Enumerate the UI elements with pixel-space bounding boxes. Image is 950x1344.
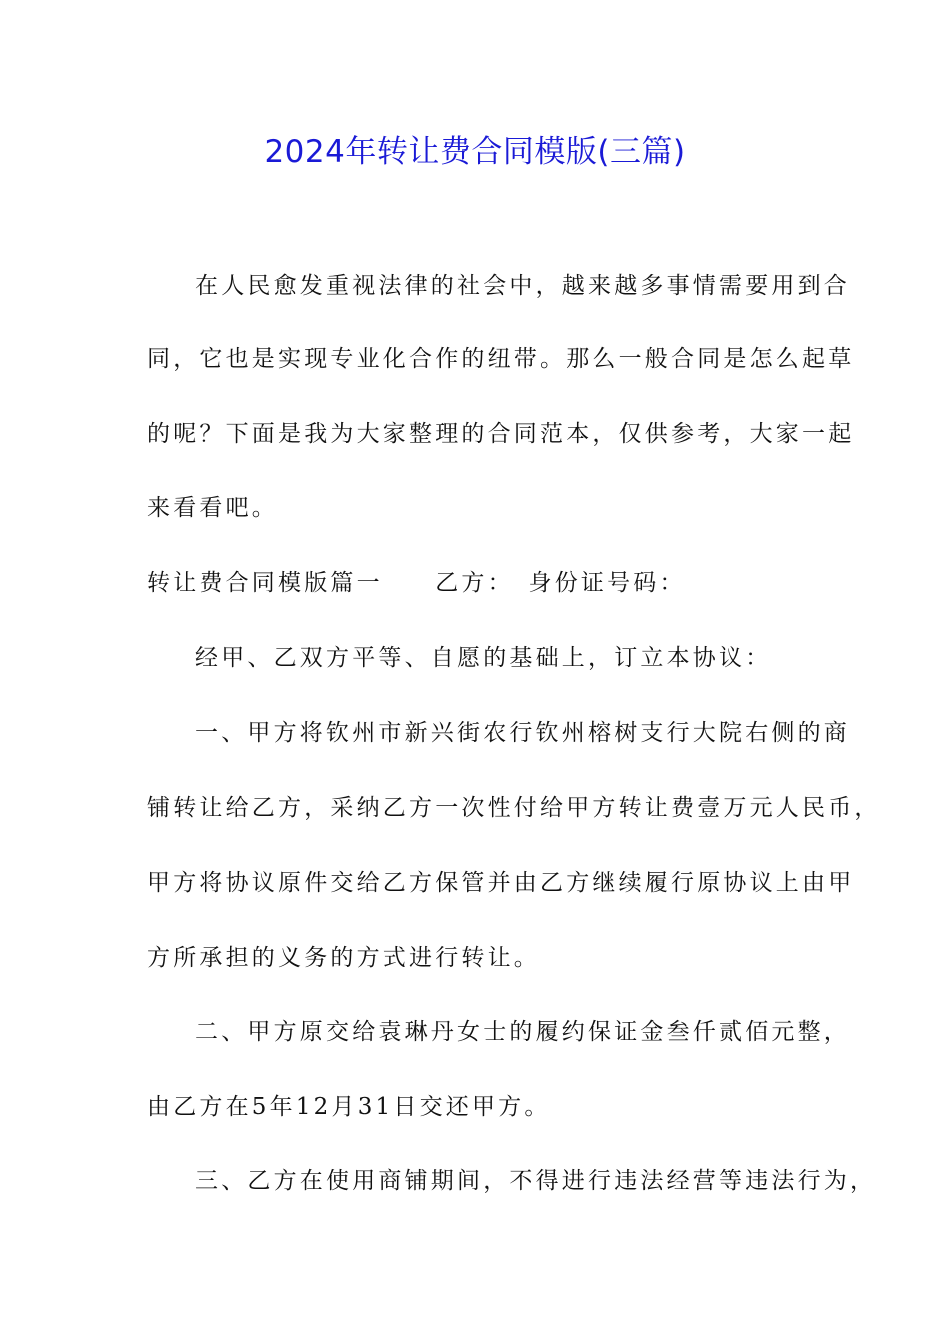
paragraph-line: 二、甲方原交给袁琳丹女士的履约保证金叁仟贰佰元整， (195, 1019, 850, 1045)
paragraph-line: 方所承担的义务的方式进行转让。 (147, 945, 540, 971)
paragraph-line: 三、乙方在使用商铺期间，不得进行违法经营等违法行为， (195, 1168, 877, 1194)
paragraph-line: 铺转让给乙方，采纳乙方一次性付给甲方转让费壹万元人民币， (147, 795, 881, 821)
paragraph-line: 一、甲方将钦州市新兴街农行钦州榕树支行大院右侧的商 (195, 720, 850, 746)
paragraph-line: 由乙方在5年12月31日交还甲方。 (147, 1094, 551, 1120)
paragraph-line: 经甲、乙双方平等、自愿的基础上，订立本协议： (195, 645, 772, 671)
paragraph-line: 来看看吧。 (147, 495, 278, 521)
document-title: 2024年转让费合同模版(三篇) (264, 134, 686, 170)
paragraph-line: 的呢？下面是我为大家整理的合同范本，仅供参考，大家一起 (147, 421, 855, 447)
paragraph-line: 在人民愈发重视法律的社会中，越来越多事情需要用到合 (195, 273, 850, 299)
paragraph-line: 同，它也是实现专业化合作的纽带。那么一般合同是怎么起草 (147, 346, 855, 372)
paragraph-line: 甲方将协议原件交给乙方保管并由乙方继续履行原协议上由甲 (147, 870, 855, 896)
section-heading-line: 转让费合同模版篇一 乙方： 身份证号码： (147, 570, 686, 596)
